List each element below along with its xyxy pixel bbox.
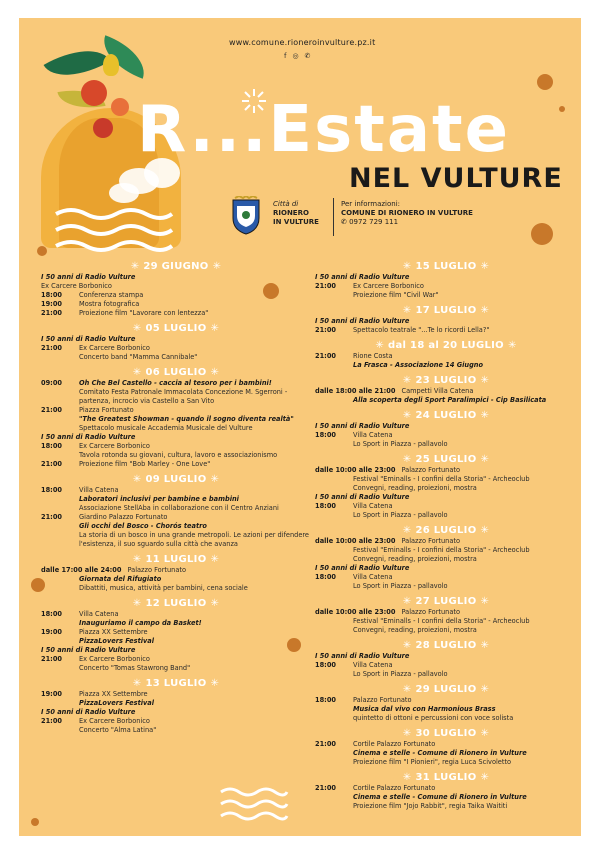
event-detail: Festival "Eminalls - I confini della Storia" - Archeoclub: [353, 617, 530, 625]
sun-icon: ✳: [480, 683, 490, 695]
sun-icon: ✳: [130, 260, 140, 272]
event-row: [315, 387, 577, 396]
event-row: [315, 537, 577, 546]
event-detail: Concerto "Alma Latina": [79, 726, 157, 734]
event-series: I 50 anni di Radio Vulture: [41, 433, 136, 441]
date-label: 29 LUGLIO: [415, 683, 477, 695]
poster-title: R...Estate: [137, 93, 510, 167]
event-row: [41, 291, 311, 300]
event-detail: Proiezione film "Civil War": [353, 291, 439, 299]
event-time: 18:00: [41, 486, 62, 494]
event-series: I 50 anni di Radio Vulture: [315, 493, 410, 501]
sun-icon: ✳: [507, 339, 517, 351]
date-heading: [41, 552, 311, 566]
date-heading: [41, 676, 311, 690]
sun-icon: ✳: [132, 473, 142, 485]
event-title: Cinema e stelle - Comune di Rionero in Vulture: [353, 793, 527, 801]
info-block: Per informazioni: COMUNE DI RIONERO IN VULTURE ✆ 0972 729 111: [341, 200, 473, 226]
event-row: [41, 566, 311, 575]
event-text: Proiezione film "Bob Marley - One Love": [79, 460, 211, 468]
whatsapp-icon[interactable]: ✆: [304, 52, 311, 60]
decorative-dot: [537, 74, 553, 90]
event-location: Ex Carcere Borbonico: [41, 282, 112, 290]
sun-icon: ✳: [480, 260, 490, 272]
event-series: I 50 anni di Radio Vulture: [41, 335, 136, 343]
date-label: 11 LUGLIO: [145, 553, 207, 565]
date-heading: [315, 452, 577, 466]
event-row: [315, 608, 577, 617]
date-heading: [315, 338, 577, 352]
event-detail: Lo Sport in Piazza - pallavolo: [353, 440, 448, 448]
sun-icon: ✳: [132, 553, 142, 565]
event-series: I 50 anni di Radio Vulture: [315, 273, 410, 281]
event-location: Palazzo Fortunato: [401, 537, 461, 545]
date-label: 13 LUGLIO: [145, 677, 207, 689]
date-heading: [41, 365, 311, 379]
sun-icon: ✳: [480, 304, 490, 316]
event-title: Laboratori inclusivi per bambine e bambini: [79, 495, 239, 503]
sun-icon: ✳: [480, 524, 490, 536]
event-row: [315, 466, 577, 475]
sun-icon: ✳: [210, 677, 220, 689]
date-label: 29 GIUGNO: [143, 260, 209, 272]
event-detail: Proiezione film "I Pionieri", regia Luca Scivoletto: [353, 758, 512, 766]
event-title: La Frasca - Associazione 14 Giugno: [353, 361, 484, 369]
sun-icon: ✳: [480, 595, 490, 607]
sun-icon: ✳: [402, 453, 412, 465]
event-title: Inauguriamo il campo da Basket!: [79, 619, 202, 627]
event-time: dalle 18:00 alle 21:00: [315, 387, 396, 395]
event-time: 21:00: [41, 406, 62, 414]
event-text: Ex Carcere Borbonico: [353, 282, 424, 290]
event-time: 18:00: [315, 431, 336, 439]
phone-number[interactable]: ✆ 0972 729 111: [341, 218, 399, 226]
sun-icon: ✳: [402, 639, 412, 651]
event-row: [315, 431, 577, 440]
event-time: 21:00: [315, 784, 336, 792]
event-row: [315, 573, 577, 582]
sun-icon: ✳: [210, 322, 220, 334]
comune-name: Città di RIONERO IN VULTURE: [273, 200, 319, 226]
date-label: 26 LUGLIO: [415, 524, 477, 536]
event-text: Villa Catena: [353, 661, 393, 669]
sun-icon: ✳: [402, 374, 412, 386]
event-time: dalle 10:00 alle 23:00: [315, 466, 396, 474]
date-label: 23 LUGLIO: [415, 374, 477, 386]
event-row: [41, 460, 311, 469]
date-label: 30 LUGLIO: [415, 727, 477, 739]
date-label: 05 LUGLIO: [145, 322, 207, 334]
date-label: 31 LUGLIO: [415, 771, 477, 783]
date-heading: [315, 408, 577, 422]
event-row: [315, 696, 577, 705]
event-title: Giornata del Rifugiato: [79, 575, 162, 583]
decorative-dot: [559, 106, 565, 112]
event-time: 21:00: [315, 282, 336, 290]
event-series: I 50 anni di Radio Vulture: [41, 708, 136, 716]
date-label: dal 18 al 20 LUGLIO: [388, 339, 504, 351]
date-label: 06 LUGLIO: [145, 366, 207, 378]
event-location: Palazzo Fortunato: [127, 566, 187, 574]
event-row: [315, 784, 577, 793]
event-time: dalle 10:00 alle 23:00: [315, 537, 396, 545]
event-detail: Concerto "Tomas Stawrong Band": [79, 664, 191, 672]
event-row: [315, 282, 577, 291]
event-time: 21:00: [315, 352, 336, 360]
poster-subtitle: NEL VULTURE: [349, 163, 563, 194]
event-time: 18:00: [315, 573, 336, 581]
facebook-icon[interactable]: f: [284, 52, 287, 60]
date-heading: [41, 596, 311, 610]
waves-icon: [219, 786, 289, 822]
schedule-left-column: [41, 256, 311, 735]
event-time: 09:00: [41, 379, 62, 387]
event-series: I 50 anni di Radio Vulture: [315, 317, 410, 325]
event-title: Cinema e stelle - Comune di Rionero in Vulture: [353, 749, 527, 757]
event-text: Mostra fotografica: [79, 300, 140, 308]
event-title: PizzaLovers Festival: [79, 699, 155, 707]
event-row: [41, 628, 311, 637]
event-time: 21:00: [41, 513, 62, 521]
coat-of-arms-icon: [229, 196, 263, 236]
event-time: 19:00: [41, 690, 62, 698]
sun-icon: ✳: [132, 322, 142, 334]
date-label: 24 LUGLIO: [415, 409, 477, 421]
flower-icon: [111, 98, 129, 116]
event-detail: Comitato Festa Patronale Immacolata Concezione M. Sgerroni - partenza, incrocio via Castello a San Vito: [79, 388, 288, 405]
event-time: 21:00: [41, 655, 62, 663]
sun-icon: ✳: [210, 473, 220, 485]
event-text: Villa Catena: [353, 573, 393, 581]
schedule-right-column: [315, 256, 577, 811]
event-location: Campetti Villa Catena: [401, 387, 474, 395]
phone-icon: ✆: [341, 218, 350, 226]
event-text: Piazza XX Settembre: [79, 690, 148, 698]
event-row: [315, 352, 577, 361]
event-title: Alla scoperta degli Sport Paralimpici - Cip Basilicata: [353, 396, 547, 404]
date-heading: [315, 303, 577, 317]
event-time: 21:00: [41, 344, 62, 352]
date-heading: [315, 523, 577, 537]
event-row: [41, 717, 311, 726]
decorative-dot: [531, 223, 553, 245]
event-detail: Convegni, reading, proiezioni, mostra: [353, 555, 477, 563]
event-text: Piazza Fortunato: [79, 406, 134, 414]
event-row: [41, 309, 311, 318]
event-text: Ex Carcere Borbonico: [79, 344, 150, 352]
event-title: Gli occhi del Bosco - Chorós teatro: [79, 522, 207, 530]
website-url[interactable]: www.comune.rioneroinvulture.pz.it: [229, 38, 376, 47]
social-icons: [284, 52, 310, 60]
date-label: 27 LUGLIO: [415, 595, 477, 607]
event-detail: Festival "Eminalls - I confini della Storia" - Archeoclub: [353, 475, 530, 483]
event-location: Palazzo Fortunato: [401, 466, 461, 474]
event-text: Proiezione film "Lavorare con lentezza": [79, 309, 209, 317]
divider: [333, 198, 334, 236]
sun-icon: ✳: [375, 339, 385, 351]
date-label: 09 LUGLIO: [145, 473, 207, 485]
event-time: 21:00: [41, 460, 62, 468]
date-heading: [315, 594, 577, 608]
sun-icon: ✳: [210, 553, 220, 565]
event-time: dalle 17:00 alle 24:00: [41, 566, 122, 574]
date-heading: [41, 321, 311, 335]
bird-icon: [103, 54, 119, 76]
poster: [19, 18, 581, 836]
event-detail: Dibattiti, musica, attività per bambini, cena sociale: [79, 584, 248, 592]
date-heading: [41, 259, 311, 273]
flower-icon: [81, 80, 107, 106]
event-series: I 50 anni di Radio Vulture: [41, 273, 136, 281]
sun-icon: ✳: [480, 409, 490, 421]
event-detail: Proiezione film "Jojo Rabbit", regia Taika Waititi: [353, 802, 508, 810]
event-detail: Convegni, reading, proiezioni, mostra: [353, 484, 477, 492]
event-text: Cortile Palazzo Fortunato: [353, 784, 436, 792]
event-detail: quintetto di ottoni e percussioni con voce solista: [353, 714, 514, 722]
sun-icon: ✳: [402, 260, 412, 272]
sun-icon: ✳: [402, 409, 412, 421]
event-time: 18:00: [41, 291, 62, 299]
event-time: dalle 10:00 alle 23:00: [315, 608, 396, 616]
event-detail: Convegni, reading, proiezioni, mostra: [353, 626, 477, 634]
event-time: 19:00: [41, 628, 62, 636]
event-series: I 50 anni di Radio Vulture: [315, 564, 410, 572]
date-heading: [315, 638, 577, 652]
event-text: Spettacolo teatrale "...Te lo ricordi Lella?": [353, 326, 490, 334]
event-detail: La storia di un bosco in una grande metropoli. Le azioni per difendere l'esistenza, il suo sguardo sulla città che avanza: [79, 531, 309, 548]
date-label: 17 LUGLIO: [415, 304, 477, 316]
event-location: Palazzo Fortunato: [401, 608, 461, 616]
date-label: 15 LUGLIO: [415, 260, 477, 272]
sun-icon: ✳: [402, 524, 412, 536]
event-text: Ex Carcere Borbonico: [79, 442, 150, 450]
event-text: Villa Catena: [79, 486, 119, 494]
event-text: Giardino Palazzo Fortunato: [79, 513, 168, 521]
event-row: [41, 610, 311, 619]
sun-icon: ✳: [480, 639, 490, 651]
event-time: 21:00: [315, 326, 336, 334]
flower-icon: [93, 118, 113, 138]
event-row: [315, 502, 577, 511]
sun-icon: ✳: [212, 260, 222, 272]
event-text: Oh Che Bel Castello - caccia al tesoro per i bambini!: [79, 379, 272, 387]
event-title: PizzaLovers Festival: [79, 637, 155, 645]
waves-icon: [54, 206, 174, 258]
sun-icon: ✳: [402, 727, 412, 739]
date-heading: [315, 373, 577, 387]
event-text: Palazzo Fortunato: [353, 696, 412, 704]
event-row: [315, 326, 577, 335]
event-text: Villa Catena: [353, 502, 393, 510]
event-detail: Lo Sport in Piazza - pallavolo: [353, 582, 448, 590]
event-row: [41, 379, 311, 388]
event-time: 18:00: [41, 610, 62, 618]
event-time: 18:00: [315, 661, 336, 669]
event-row: [41, 406, 311, 415]
event-row: [41, 655, 311, 664]
sun-icon: ✳: [132, 597, 142, 609]
date-heading: [315, 259, 577, 273]
event-detail: Spettacolo musicale Accademia Musicale del Vulture: [79, 424, 253, 432]
event-series: I 50 anni di Radio Vulture: [315, 422, 410, 430]
date-label: 12 LUGLIO: [145, 597, 207, 609]
sun-icon: ✳: [402, 683, 412, 695]
sun-icon: ✳: [132, 366, 142, 378]
event-text: Rione Costa: [353, 352, 393, 360]
sun-icon: ✳: [480, 453, 490, 465]
event-detail: Lo Sport in Piazza - pallavolo: [353, 670, 448, 678]
date-heading: [315, 726, 577, 740]
event-row: [315, 740, 577, 749]
event-row: [315, 661, 577, 670]
event-text: Cortile Palazzo Fortunato: [353, 740, 436, 748]
event-text: Villa Catena: [353, 431, 393, 439]
event-time: 21:00: [41, 309, 62, 317]
event-text: Ex Carcere Borbonico: [79, 717, 150, 725]
event-text: Villa Catena: [79, 610, 119, 618]
sun-icon: ✳: [480, 771, 490, 783]
event-text: Ex Carcere Borbonico: [79, 655, 150, 663]
date-label: 28 LUGLIO: [415, 639, 477, 651]
event-series: I 50 anni di Radio Vulture: [41, 646, 136, 654]
decorative-dot: [31, 818, 39, 826]
date-heading: [315, 770, 577, 784]
event-text: Conferenza stampa: [79, 291, 144, 299]
event-time: 21:00: [41, 717, 62, 725]
event-row: [41, 513, 311, 522]
sun-icon: ✳: [480, 374, 490, 386]
event-title: Musica dal vivo con Harmonious Brass: [353, 705, 496, 713]
event-row: [41, 300, 311, 309]
event-detail: Tavola rotonda su giovani, cultura, lavoro e associazionismo: [79, 451, 278, 459]
sun-icon: ✳: [402, 304, 412, 316]
event-time: 18:00: [41, 442, 62, 450]
event-time: 18:00: [315, 696, 336, 704]
sun-icon: ✳: [210, 597, 220, 609]
sun-icon: ✳: [480, 727, 490, 739]
cloud-icon: [109, 183, 139, 203]
instagram-icon[interactable]: ◎: [292, 52, 299, 60]
event-time: 21:00: [315, 740, 336, 748]
event-detail: Concerto band "Mamma Cannibale": [79, 353, 198, 361]
sun-icon: ✳: [132, 677, 142, 689]
event-detail: Associazione StellAba in collaborazione con il Centro Anziani: [79, 504, 279, 512]
sun-icon: ✳: [402, 771, 412, 783]
event-detail: Festival "Eminalls - I confini della Storia" - Archeoclub: [353, 546, 530, 554]
event-title: "The Greatest Showman - quando il sogno diventa realtà": [79, 415, 294, 423]
event-row: [41, 442, 311, 451]
date-heading: [315, 682, 577, 696]
event-series: I 50 anni di Radio Vulture: [315, 652, 410, 660]
event-row: [41, 690, 311, 699]
event-text: Piazza XX Settembre: [79, 628, 148, 636]
sun-icon: ✳: [402, 595, 412, 607]
event-detail: Lo Sport in Piazza - pallavolo: [353, 511, 448, 519]
event-time: 19:00: [41, 300, 62, 308]
event-row: [41, 344, 311, 353]
decorative-dot: [37, 246, 47, 256]
date-label: 25 LUGLIO: [415, 453, 477, 465]
event-time: 18:00: [315, 502, 336, 510]
date-heading: [41, 472, 311, 486]
event-row: [41, 486, 311, 495]
sun-icon: ✳: [210, 366, 220, 378]
